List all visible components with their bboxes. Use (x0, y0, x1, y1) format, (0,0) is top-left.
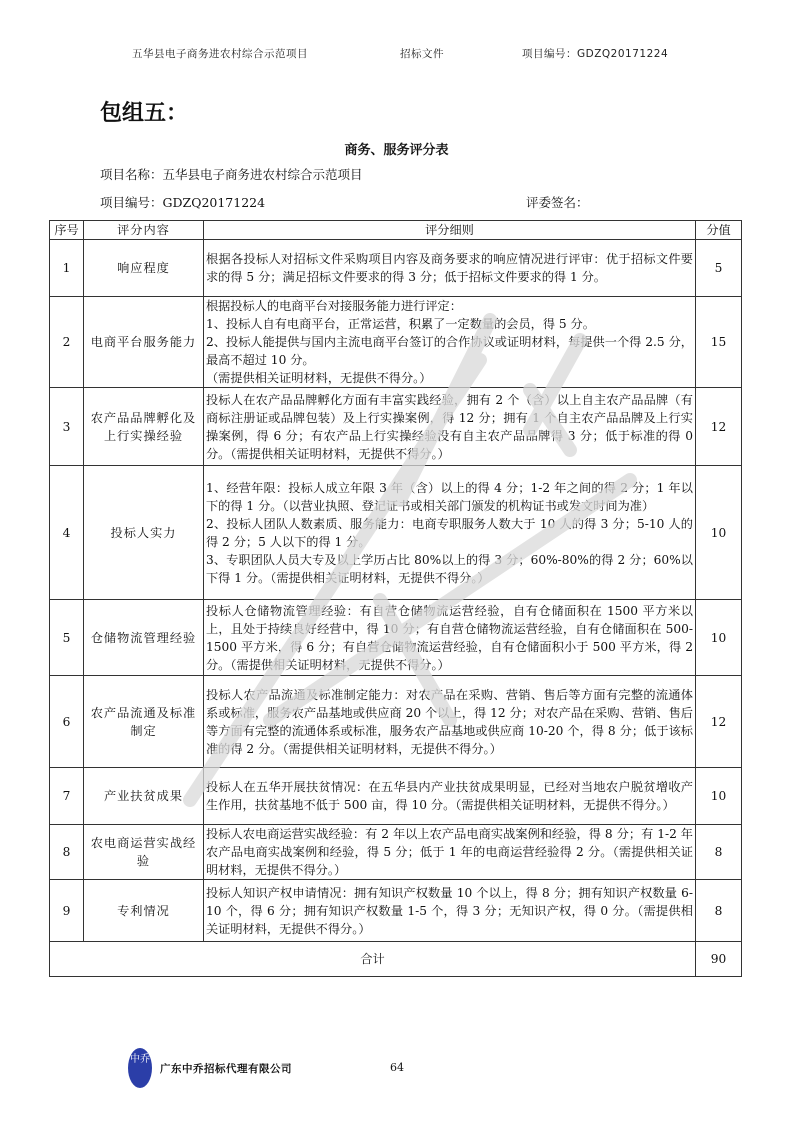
table-row (50, 825, 742, 880)
row-rules (204, 676, 696, 768)
row-number: 1 (50, 240, 84, 297)
header-score: 分值 (696, 221, 742, 240)
row-item: 投标人实力 (84, 466, 204, 600)
row-score: 10 (696, 600, 742, 676)
row-number: 4 (50, 466, 84, 600)
header-item: 评分内容 (84, 221, 204, 240)
total-row (50, 942, 742, 977)
company-logo-icon: 中乔 (128, 1048, 152, 1088)
rule-text: 1、经营年限：投标人成立年限 3 年（含）以上的得 4 分；1-2 年之间的得 2 分；1 年以下的得 1 分。（以营业执照、登记证书或相关部门颁发的机构证书或发文时间为准） (206, 480, 693, 513)
rule-text: 3、专职团队人员大专及以上学历占比 80%以上的得 3 分；60%-80%的得 2 分；60%以下得 1 分。（需提供相关证明材料，无提供不得分。） (206, 552, 693, 585)
header-rules: 评分细则 (204, 221, 696, 240)
row-score: 12 (696, 676, 742, 768)
row-rules (204, 768, 696, 825)
header-project-name: 五华县电子商务进农村综合示范项目 (132, 48, 308, 60)
table-row (50, 768, 742, 825)
rule-text: 投标人仓储物流管理经验：有自营仓储物流运营经验，自有仓储面积在 1500 平方米以上，且处于持续良好经营中，得 10 分；有自营仓储物流运营经验，自有仓储面积在 500-1500 平方米，得 6 分；有自营仓储物流运营经验，自有仓储面积小于 500 平方米，得 2 分。（需提供相关证明材料，无提供不得分。） (206, 603, 693, 672)
row-rules (204, 297, 696, 388)
row-item: 仓储物流管理经验 (84, 600, 204, 676)
row-number: 8 (50, 825, 84, 880)
rule-text: （需提供相关证明材料，无提供不得分。） (206, 371, 432, 385)
section-title: 包组五： (100, 101, 189, 126)
table-title: 商务、服务评分表 (344, 143, 449, 158)
row-number: 9 (50, 880, 84, 942)
row-number: 2 (50, 297, 84, 388)
row-item: 专利情况 (84, 880, 204, 942)
row-rules (204, 240, 696, 297)
project-name-line: 项目名称：五华县电子商务进农村综合示范项目 (100, 167, 363, 182)
footer (0, 1040, 793, 1100)
rule-text: 根据各投标人对招标文件采购项目内容及商务要求的响应情况进行评审：优于招标文件要求的得 5 分；满足招标文件要求的得 3 分；低于招标文件要求的得 1 分。 (206, 252, 693, 284)
row-rules (204, 825, 696, 880)
table-row (50, 240, 742, 297)
row-item: 响应程度 (84, 240, 204, 297)
row-item: 农电商运营实战经验 (84, 825, 204, 880)
rule-text: 2、投标人团队人数素质、服务能力：电商专职服务人数大于 10 人的得 3 分；5-10 人的得 2 分；5 人以下的得 1 分。 (206, 516, 693, 549)
row-rules (204, 388, 696, 466)
table-row (50, 388, 742, 466)
table-row (50, 880, 742, 942)
rule-text: 投标人在农产品品牌孵化方面有丰富实践经验，拥有 2 个（含）以上自主农产品品牌（有商标注册证或品牌包装）及上行实操案例，得 12 分；拥有 1 个自主农产品品牌及上行实操案例，得 6 分；有农产品上行实操经验没有自主农产品品牌得 3 分；低于标准的得 0 分。（需提供相关证明材料，无提供不得分。） (206, 392, 693, 461)
footer-company-name: 广东中乔招标代理有限公司 (160, 1063, 292, 1075)
table-row (50, 466, 742, 600)
rule-text: 投标人农电商运营实战经验：有 2 年以上农产品电商实战案例和经验，得 8 分；有 1-2 年农产品电商实战案例和经验，得 5 分；低于 1 年的电商运营经验得 2 分。（需提供相关证明材料，无提供不得分。） (206, 827, 693, 877)
row-item: 农产品品牌孵化及上行实操经验 (84, 388, 204, 466)
reviewer-signature-label: 评委签名： (526, 195, 589, 210)
total-label: 合计 (50, 942, 696, 977)
project-code-line: 项目编号：GDZQ20171224 (100, 195, 266, 210)
row-item: 电商平台服务能力 (84, 297, 204, 388)
row-rules (204, 466, 696, 600)
header-no: 序号 (50, 221, 84, 240)
header-project-code: 项目编号：GDZQ20171224 (522, 48, 669, 60)
row-score: 10 (696, 466, 742, 600)
rule-text: 投标人知识产权申请情况：拥有知识产权数量 10 个以上，得 8 分；拥有知识产权数量 6-10 个，得 6 分；拥有知识产权数量 1-5 个，得 3 分；无知识产权，得 0 分。（需提供相关证明材料，无提供不得分。） (206, 885, 693, 936)
row-item: 农产品流通及标准制定 (84, 676, 204, 768)
table-row (50, 600, 742, 676)
row-score: 8 (696, 880, 742, 942)
row-rules (204, 880, 696, 942)
row-number: 3 (50, 388, 84, 466)
row-score: 15 (696, 297, 742, 388)
total-score: 90 (696, 942, 742, 977)
row-number: 7 (50, 768, 84, 825)
rule-text: 2、投标人能提供与国内主流电商平台签订的合作协议或证明材料，每提供一个得 2.5 分，最高不超过 10 分。 (206, 335, 693, 367)
row-score: 12 (696, 388, 742, 466)
running-header (0, 46, 793, 64)
row-score: 5 (696, 240, 742, 297)
page-number: 64 (390, 1061, 404, 1074)
header-doc-type: 招标文件 (400, 48, 444, 60)
table-header-row (50, 221, 742, 240)
rule-text: 1、投标人自有电商平台，正常运营，积累了一定数量的会员，得 5 分。 (206, 317, 595, 331)
table-row (50, 297, 742, 388)
row-score: 10 (696, 768, 742, 825)
score-table (49, 220, 742, 977)
row-rules (204, 600, 696, 676)
rule-text: 投标人农产品流通及标准制定能力：对农产品在采购、营销、售后等方面有完整的流通体系或标准，服务农产品基地或供应商 20 个以上，得 12 分；对农产品在采购、营销、售后等方面有完整的流通体系或标准，服务农产品基地或供应商 10-20 个，得 8 分；低于该标准的得 2 分。（需提供相关证明材料，无提供不得分。） (206, 687, 693, 756)
rule-text: 根据投标人的电商平台对接服务能力进行评定： (206, 299, 462, 313)
row-score: 8 (696, 825, 742, 880)
rule-text: 投标人在五华开展扶贫情况：在五华县内产业扶贫成果明显，已经对当地农户脱贫增收产生作用，扶贫基地不低于 500 亩，得 10 分。（需提供相关证明材料，无提供不得分。） (206, 780, 693, 812)
row-number: 6 (50, 676, 84, 768)
table-body (50, 240, 742, 942)
row-number: 5 (50, 600, 84, 676)
table-row (50, 676, 742, 768)
row-item: 产业扶贫成果 (84, 768, 204, 825)
